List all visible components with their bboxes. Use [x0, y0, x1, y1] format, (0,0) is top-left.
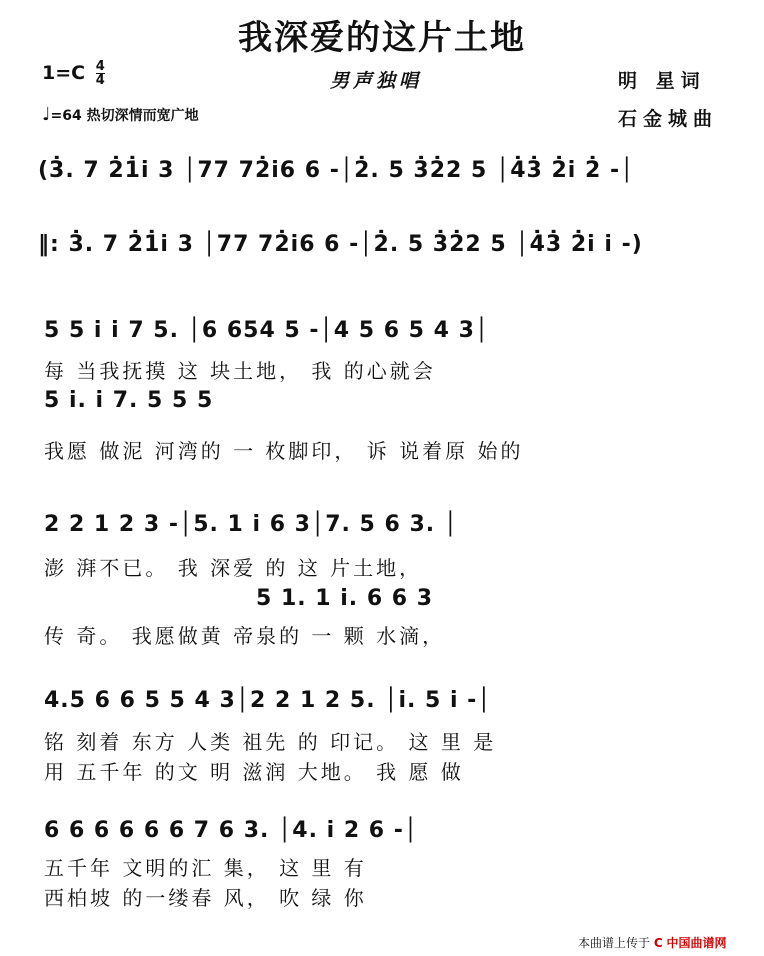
upload-note: 本曲谱上传于 C 中国曲谱网 [578, 936, 727, 950]
notation-line-5: 2 2 1 2 3 -│5. 1 i 6 3│7. 5 6 3. │ [44, 512, 459, 537]
lyric-line-7a: 铭 刻着 东方 人类 祖先 的 印记。 这 里 是 [44, 730, 497, 754]
lyric-line-4: 我愿 做泥 河湾的 一 枚脚印， 诉 说着原 始的 [44, 439, 524, 463]
notation-line-7: 4.5 6 6 5 5 4 3│2 2 1 2 5. │i. 5 i -│ [44, 688, 492, 713]
notation-line-repeat: ‖: 3̇. 7 2̇1̇i 3 │77 72̇i6 6 -│2̇. 5 3̇2̇2 5 │4̇3̇ 2̇i i -) [38, 232, 643, 257]
composer: 石金城曲 [618, 108, 719, 130]
lyric-line-5: 澎 湃不已。 我 深爱 的 这 片土地， [44, 556, 423, 580]
time-signature-top: 4 [95, 59, 105, 74]
notation-line-6: 5 1. 1 i. 6 6 3 [256, 586, 434, 611]
performance-type: 男声独唱 [330, 70, 423, 92]
lyric-line-3: 每 当我抚摸 这 块土地， 我 的心就会 [44, 359, 436, 383]
notation-line-4: 5 i. i 7. 5 5 5 [44, 388, 214, 413]
lyric-line-8a: 五千年 文明的汇 集， 这 里 有 [44, 856, 367, 880]
tempo-marking: ♩=64 热切深情而宽广地 [42, 104, 199, 125]
lyric-line-7b: 用 五千年 的文 明 滋润 大地。 我 愿 做 [44, 760, 464, 784]
notation-line-intro: (3̇. 7 2̇1̇i 3 │77 72̇i6 6 -│2̇. 5 3̇2̇2 5 │4̇3̇ 2̇i 2̇ -│ [38, 158, 635, 183]
page-title: 我深爱的这片土地 [238, 18, 526, 58]
lyricist: 明 星词 [618, 70, 706, 92]
quarter-note-icon: ♩ [42, 104, 51, 125]
brand-link[interactable]: 中国曲谱网 [666, 936, 727, 950]
notation-line-8: 6 6 6 6 6 6 7 6 3. │4. i 2 6 -│ [44, 818, 419, 843]
lyric-line-6: 传 奇。 我愿做黄 帝泉的 一 颗 水滴， [44, 624, 446, 648]
key-signature: $1=C \frac{4}{4}$ [42, 59, 105, 88]
brand-logo-icon: C [653, 936, 663, 950]
lyric-line-8b: 西柏坡 的一缕春 风， 吹 绿 你 [44, 886, 367, 910]
notation-line-3: 5 5 i i 7 5. │6 654 5 -│4 5 6 5 4 3│ [44, 318, 490, 343]
time-signature-bottom: 4 [95, 73, 105, 88]
